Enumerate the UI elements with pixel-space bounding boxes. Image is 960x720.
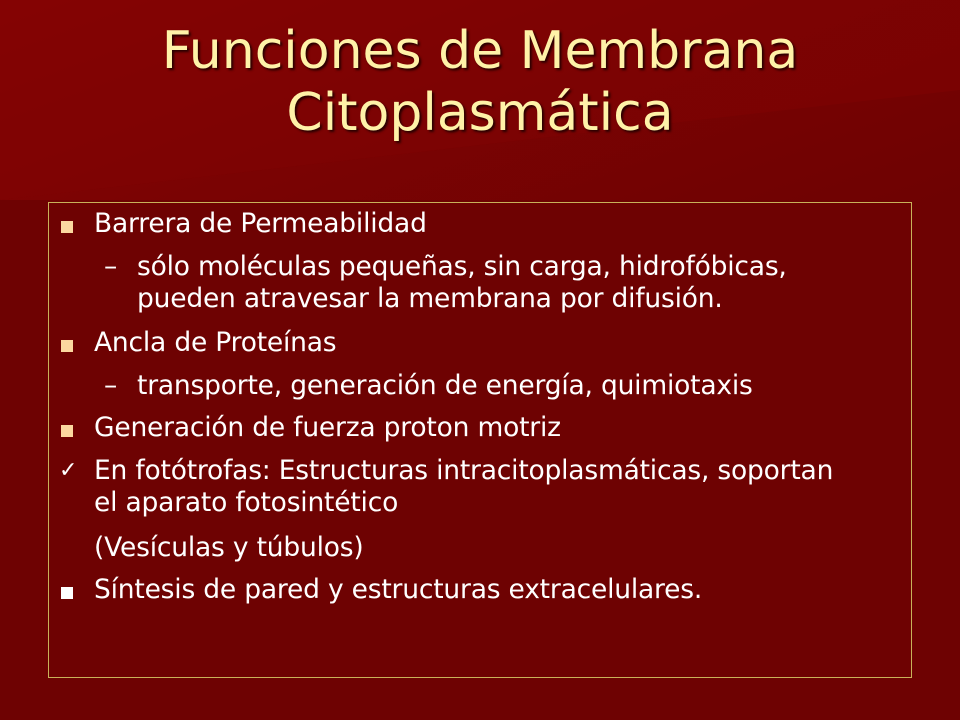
bullet-item-permeability: Barrera de Permeabilidad [94, 208, 427, 239]
dash-marker: – [104, 370, 118, 401]
sub-item-line-1: sólo moléculas pequeñas, sin carga, hidrofóbicas, [137, 251, 787, 282]
slide-title [0, 20, 960, 144]
title-line-2: Citoplasmática [286, 83, 674, 143]
bullet-item-protein-anchor: Ancla de Proteínas [94, 327, 337, 358]
dash-marker: – [104, 251, 118, 282]
check-bullet-icon: ✓ [59, 458, 78, 483]
sub-item-transport: transporte, generación de energía, quimiotaxis [137, 370, 753, 401]
title-line-1: Funciones de Membrana [161, 21, 799, 81]
bullet-item-phototrophs-line-2: el aparato fotosintético [94, 487, 399, 518]
bullet-item-proton-motive-force: Generación de fuerza proton motriz [94, 412, 561, 443]
square-bullet-icon [61, 340, 73, 352]
square-bullet-icon [61, 221, 73, 233]
continuation-vesicles: (Vesículas y túbulos) [94, 532, 364, 563]
square-bullet-icon [61, 587, 73, 599]
sub-item-line-2: pueden atravesar la membrana por difusión. [137, 283, 723, 314]
bullet-item-wall-synthesis: Síntesis de pared y estructuras extracelulares. [94, 574, 703, 605]
bullet-item-phototrophs-line-1: En fotótrofas: Estructuras intracitoplasmáticas, soportan [94, 455, 834, 486]
square-bullet-icon [61, 425, 73, 437]
